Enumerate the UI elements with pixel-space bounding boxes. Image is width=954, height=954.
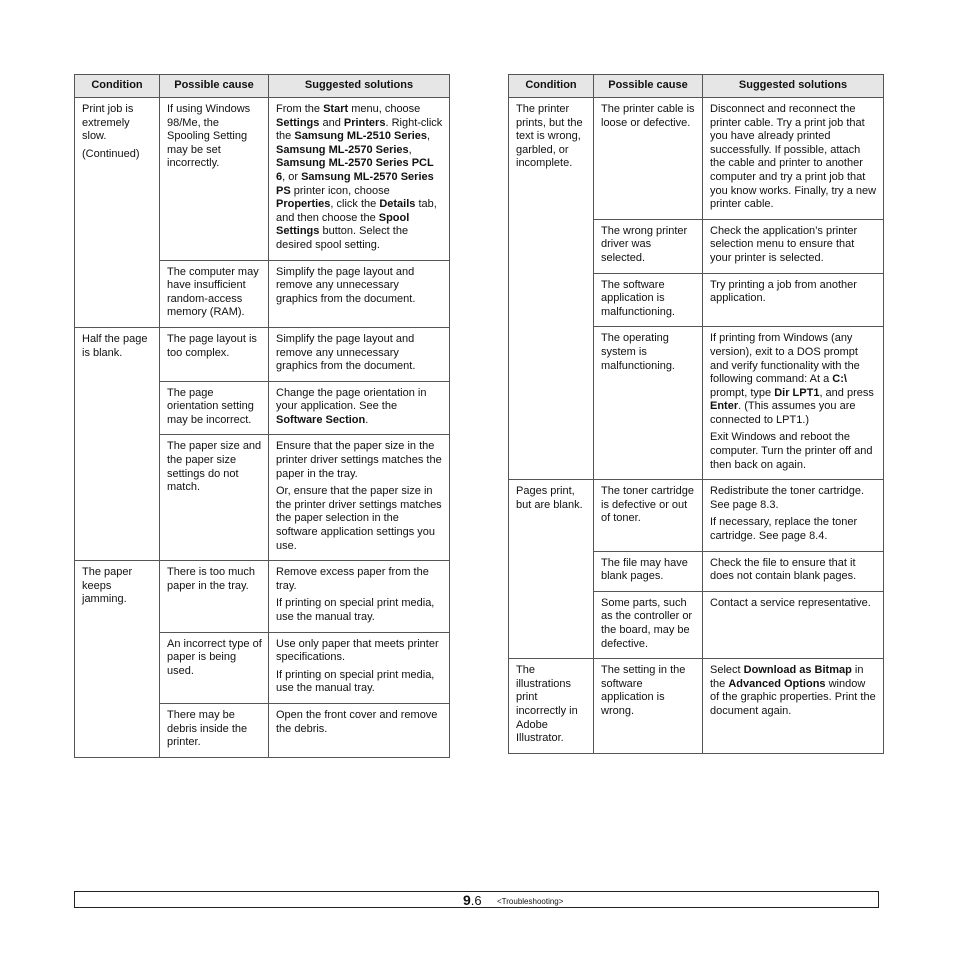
suggested-solution-cell <box>703 327 884 480</box>
suggested-solution-cell <box>703 551 884 591</box>
solution-text: printer icon, choose <box>290 184 390 197</box>
condition-text: Print job is extremely slow. <box>82 103 134 143</box>
condition-text: (Continued) <box>82 147 140 160</box>
possible-cause-cell: The printer cable is loose or defective. <box>594 98 703 220</box>
condition-cell <box>509 98 594 480</box>
solution-text: . Right-click the <box>276 116 443 143</box>
condition-text: Pages print, but are blank. <box>516 485 583 511</box>
solution-paragraph <box>276 387 443 428</box>
solution-text: Use only paper that meets printer specifications. <box>276 637 439 664</box>
condition-cell <box>509 659 594 754</box>
header-suggested-solutions: Suggested solutions <box>269 75 450 98</box>
table-row <box>509 480 884 551</box>
emphasized-term: Spool Settings <box>276 211 410 238</box>
suggested-solution-cell <box>269 632 450 703</box>
possible-cause-cell: The setting in the software application is wrong. <box>594 659 703 754</box>
solution-text: Simplify the page layout and remove any unnecessary graphics from the document. <box>276 265 416 305</box>
possible-cause-cell: The toner cartridge is defective or out of toner. <box>594 480 703 551</box>
solution-text: Open the front cover and remove the debris. <box>276 708 438 735</box>
table-row <box>75 98 450 261</box>
emphasized-term: Settings <box>276 116 320 129</box>
solution-paragraph <box>276 709 443 736</box>
solution-text: Exit Windows and reboot the computer. Turn the printer off and then back on again. <box>710 431 873 471</box>
emphasized-term: Samsung ML-2570 Series PCL 6 <box>276 157 434 183</box>
condition-text: The printer prints, but the text is wrong, garbled, or incomplete. <box>516 103 583 170</box>
solution-text: Contact a service representative. <box>710 596 871 609</box>
page-number <box>463 893 482 908</box>
emphasized-term: C:\ <box>832 373 847 386</box>
header-possible-cause: Possible cause <box>160 75 269 98</box>
solution-paragraph <box>276 266 443 307</box>
suggested-solution-cell <box>703 480 884 551</box>
table-row <box>509 659 884 754</box>
emphasized-term: Printers <box>343 116 386 129</box>
solution-paragraph <box>710 485 877 512</box>
possible-cause-cell: The software application is malfunctioning. <box>594 273 703 327</box>
possible-cause-cell: The computer may have insufficient random-access memory (RAM). <box>160 260 269 327</box>
possible-cause-cell: The page layout is too complex. <box>160 327 269 381</box>
solution-text: Redistribute the toner cartridge. See page 8.3. <box>710 485 865 511</box>
solution-text: Ensure that the paper size in the printer driver settings matches the paper in the tray. <box>276 440 442 480</box>
solution-paragraph <box>276 669 443 696</box>
solution-text: and <box>319 116 344 129</box>
troubleshooting-table-left <box>74 74 450 758</box>
table-row <box>509 98 884 220</box>
possible-cause-cell: There is too much paper in the tray. <box>160 561 269 632</box>
solution-text: Check the application’s printer selection menu to ensure that your printer is selected. <box>710 224 858 264</box>
solution-paragraph <box>710 516 877 543</box>
possible-cause-cell: If using Windows 98/Me, the Spooling Setting may be set incorrectly. <box>160 98 269 261</box>
solution-paragraph <box>710 225 877 266</box>
chapter-number: 9 <box>463 892 471 908</box>
emphasized-term: Samsung ML-2570 Series <box>276 143 409 156</box>
emphasized-term: Start <box>323 103 349 115</box>
table-row <box>75 327 450 381</box>
emphasized-term: Software Section <box>276 413 366 426</box>
possible-cause-cell: Some parts, such as the controller or the board, may be defective. <box>594 591 703 658</box>
solution-paragraph <box>710 557 877 584</box>
table-header-row <box>509 75 884 98</box>
solution-text: Change the page orientation in your application. See the <box>276 386 427 413</box>
condition-cell <box>75 98 160 328</box>
troubleshooting-table-right <box>508 74 884 754</box>
solution-text: Try printing a job from another application. <box>710 278 857 305</box>
suggested-solution-cell <box>269 435 450 561</box>
possible-cause-cell: There may be debris inside the printer. <box>160 703 269 757</box>
suggested-solution-cell <box>703 659 884 754</box>
solution-text: Remove excess paper from the tray. <box>276 566 429 592</box>
solution-paragraph <box>710 332 877 427</box>
solution-paragraph <box>710 431 877 472</box>
emphasized-term: Properties <box>276 198 331 211</box>
suggested-solution-cell <box>703 219 884 273</box>
solution-text: , click the <box>330 198 380 211</box>
solution-paragraph <box>276 333 443 374</box>
solution-text: Select <box>710 664 744 677</box>
solution-text: , <box>427 130 431 143</box>
suggested-solution-cell <box>269 98 450 261</box>
possible-cause-cell: The page orientation setting may be incorrect. <box>160 381 269 435</box>
solution-paragraph <box>710 103 877 212</box>
solution-text: tab, and then choose the <box>276 198 437 224</box>
header-suggested-solutions: Suggested solutions <box>703 75 884 98</box>
solution-paragraph <box>276 103 443 253</box>
suggested-solution-cell <box>269 260 450 327</box>
possible-cause-cell: The paper size and the paper size settings do not match. <box>160 435 269 561</box>
possible-cause-cell: An incorrect type of paper is being used. <box>160 632 269 703</box>
table-header-row <box>75 75 450 98</box>
solution-text: Check the file to ensure that it does not contain blank pages. <box>710 556 857 583</box>
solution-text: prompt, type <box>710 386 775 399</box>
solution-text: From the <box>276 103 324 115</box>
solution-paragraph <box>276 638 443 665</box>
solution-text: Disconnect and reconnect the printer cable. Try a print job that you have already printed successfully. If possible, attach the cable and printer to another computer and try a print job that you know works. Finally, try a new printer cable. <box>710 103 877 211</box>
possible-cause-cell: The file may have blank pages. <box>594 551 703 591</box>
condition-cell <box>75 327 160 560</box>
suggested-solution-cell <box>703 98 884 220</box>
emphasized-term: Samsung ML-2570 Series PS <box>276 170 434 197</box>
solution-text: , or <box>282 170 302 183</box>
emphasized-term: Download as Bitmap <box>743 664 852 677</box>
solution-text: . <box>365 413 369 426</box>
possible-cause-cell: The operating system is malfunctioning. <box>594 327 703 480</box>
solution-text: , and press <box>819 386 874 399</box>
solution-paragraph <box>710 597 877 611</box>
solution-text: button. Select the desired spool setting. <box>276 225 409 251</box>
solution-text: If printing on special print media, use the manual tray. <box>276 668 435 695</box>
solution-paragraph <box>710 279 877 306</box>
emphasized-term: Enter <box>710 400 739 413</box>
solution-paragraph <box>710 664 877 718</box>
header-condition: Condition <box>75 75 160 98</box>
solution-text: Or, ensure that the paper size in the printer driver settings matches the paper selection in the software application settings you use. <box>276 485 442 552</box>
emphasized-term: Dir LPT1 <box>774 386 820 399</box>
section-name: <Troubleshooting> <box>497 897 564 906</box>
condition-cell <box>509 480 594 659</box>
suggested-solution-cell <box>269 327 450 381</box>
suggested-solution-cell <box>269 381 450 435</box>
page-suffix: .6 <box>470 893 482 908</box>
solution-paragraph <box>276 566 443 593</box>
table-row <box>75 561 450 632</box>
condition-text: The illustrations print incorrectly in Adobe Illustrator. <box>516 664 578 745</box>
emphasized-term: Advanced Options <box>728 677 826 690</box>
solution-text: . (This assumes you are connected to LPT1.) <box>710 400 856 426</box>
header-condition: Condition <box>509 75 594 98</box>
possible-cause-cell: The wrong printer driver was selected. <box>594 219 703 273</box>
solution-paragraph <box>276 485 443 553</box>
suggested-solution-cell <box>703 273 884 327</box>
solution-paragraph <box>276 440 443 481</box>
solution-text: If printing on special print media, use the manual tray. <box>276 597 435 623</box>
solution-text: menu, choose <box>348 103 421 115</box>
emphasized-term: Details <box>379 198 416 211</box>
suggested-solution-cell <box>703 591 884 658</box>
suggested-solution-cell <box>269 561 450 632</box>
emphasized-term: Samsung ML-2510 Series <box>294 130 428 143</box>
condition-text: The paper keeps jamming. <box>82 566 133 606</box>
solution-text: Simplify the page layout and remove any unnecessary graphics from the document. <box>276 332 416 373</box>
solution-text: window of the graphic properties. Print the document again. <box>710 677 876 717</box>
solution-paragraph <box>276 597 443 624</box>
solution-text: , <box>408 143 412 156</box>
solution-text: If necessary, replace the toner cartridge. See page 8.4. <box>710 516 858 543</box>
solution-text: in the <box>710 664 864 690</box>
solution-text: If printing from Windows (any version), exit to a DOS prompt and verify functionality with the following command: At a <box>710 332 860 386</box>
condition-cell <box>75 561 160 758</box>
condition-text: Half the page is blank. <box>82 332 148 359</box>
suggested-solution-cell <box>269 703 450 757</box>
header-possible-cause: Possible cause <box>594 75 703 98</box>
